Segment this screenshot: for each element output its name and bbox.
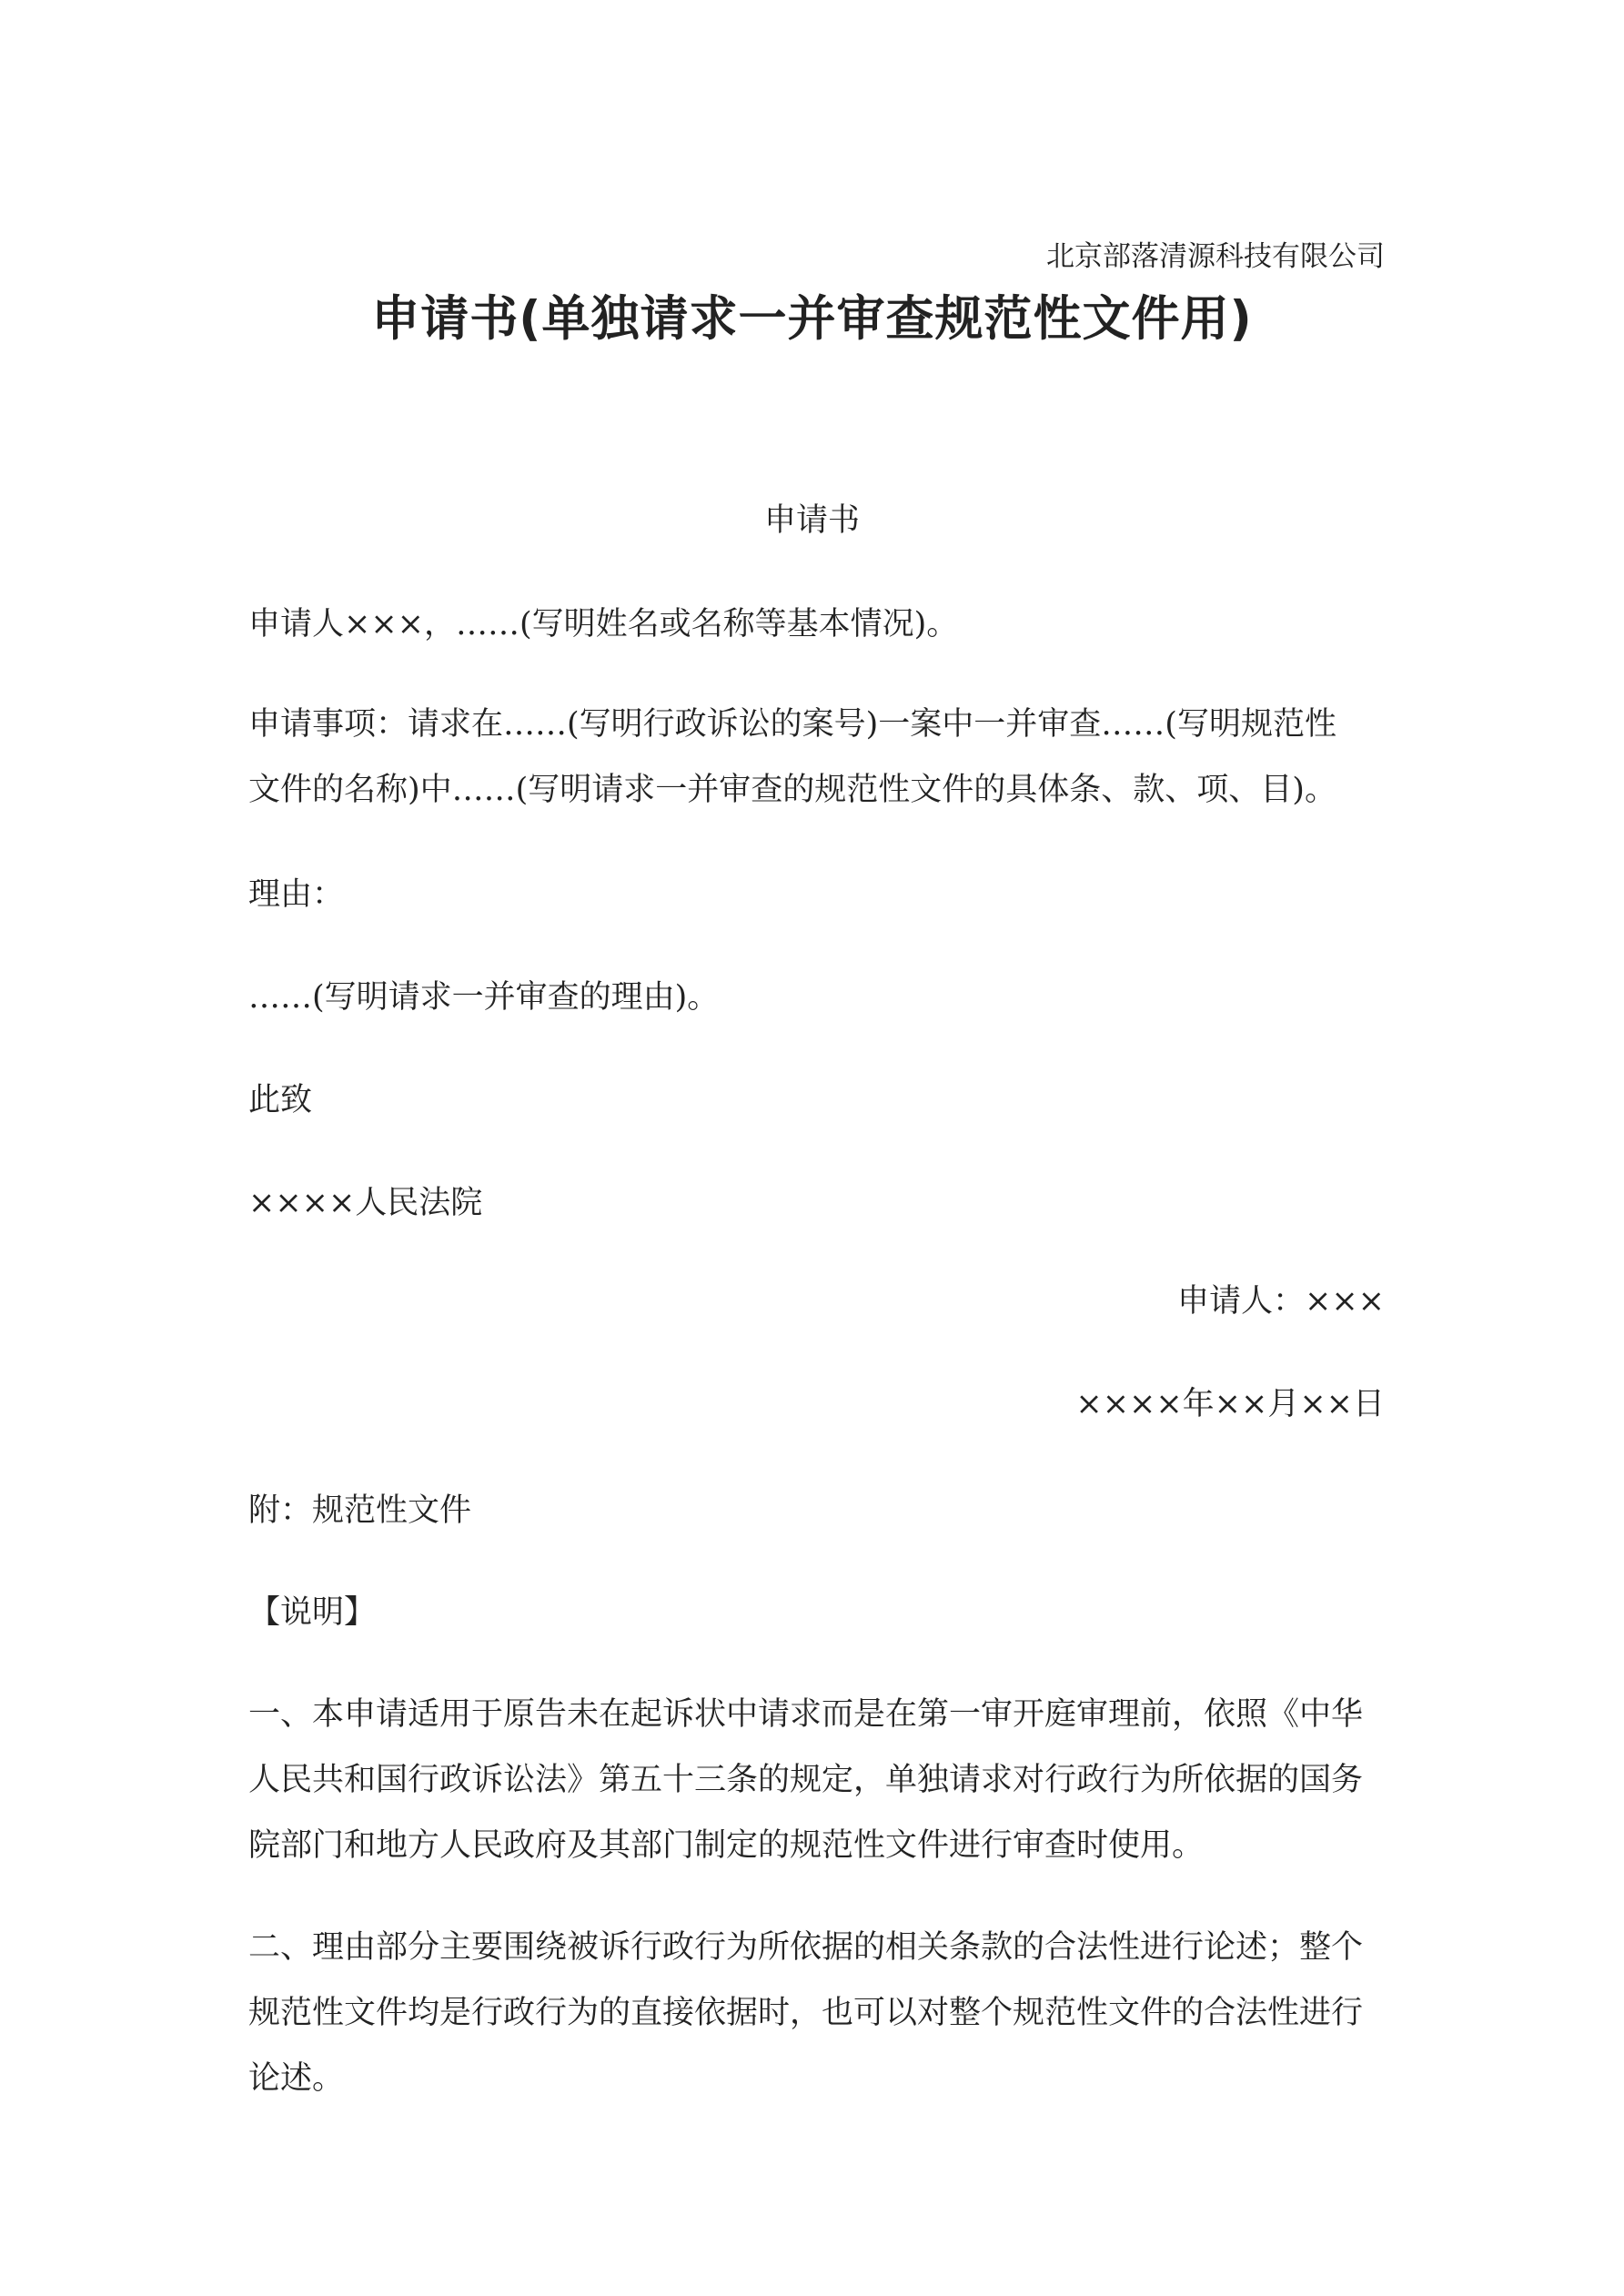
note-1-line-1: 一、本申请适用于原告未在起诉状中请求而是在第一审开庭审理前，依照《中华 <box>248 1696 1364 1733</box>
applicant-paragraph <box>248 592 1386 657</box>
salutation: 此致 <box>248 1082 313 1118</box>
matter-paragraph <box>248 692 1386 823</box>
attachment-paragraph <box>248 1478 1386 1543</box>
note-1-line-3: 院部门和地方人民政府及其部门制定的规范性文件进行审查时使用。 <box>248 1827 1205 1864</box>
reason-paragraph <box>248 965 1386 1030</box>
note-2-paragraph <box>248 1915 1386 2111</box>
matter-line-1: 申请事项：请求在……(写明行政诉讼的案号)一案中一并审查……(写明规范性 <box>248 706 1337 743</box>
notes-heading-paragraph <box>248 1580 1386 1645</box>
note-2-line-1: 二、理由部分主要围绕被诉行政行为所依据的相关条款的合法性进行论述；整个 <box>248 1929 1364 1966</box>
court-paragraph <box>248 1170 1386 1236</box>
note-1-paragraph <box>248 1682 1386 1878</box>
notes-heading: 【说明】 <box>248 1594 377 1631</box>
reason-text: ……(写明请求一并审查的理由)。 <box>248 979 720 1016</box>
attachment-line: 附：规范性文件 <box>248 1492 472 1529</box>
company-name: 北京部落清源科技有限公司 <box>1046 240 1385 273</box>
court-name: ××××人民法院 <box>248 1185 483 1221</box>
note-2-line-3: 论述。 <box>248 2060 345 2097</box>
note-2-line-2: 规范性文件均是行政行为的直接依据时，也可以对整个规范性文件的合法性进行 <box>248 1995 1364 2031</box>
matter-line-2: 文件的名称)中……(写明请求一并审查的规范性文件的具体条、款、项、目)。 <box>248 772 1337 808</box>
document-title: 申请书(单独请求一并审查规范性文件用) <box>371 291 1253 347</box>
reason-label: 理由： <box>248 876 345 913</box>
signature-line: 申请人：××× <box>1177 1283 1385 1320</box>
document-subtitle: 申请书 <box>763 502 860 539</box>
salutation-paragraph <box>248 1067 1386 1133</box>
applicant-line: 申请人×××，……(写明姓名或名称等基本情况)。 <box>248 606 959 642</box>
date-line: ××××年××月××日 <box>1075 1386 1385 1422</box>
reason-label-paragraph <box>248 862 1386 927</box>
note-1-line-2: 人民共和国行政诉讼法》第五十三条的规定，单独请求对行政行为所依据的国务 <box>248 1762 1364 1798</box>
